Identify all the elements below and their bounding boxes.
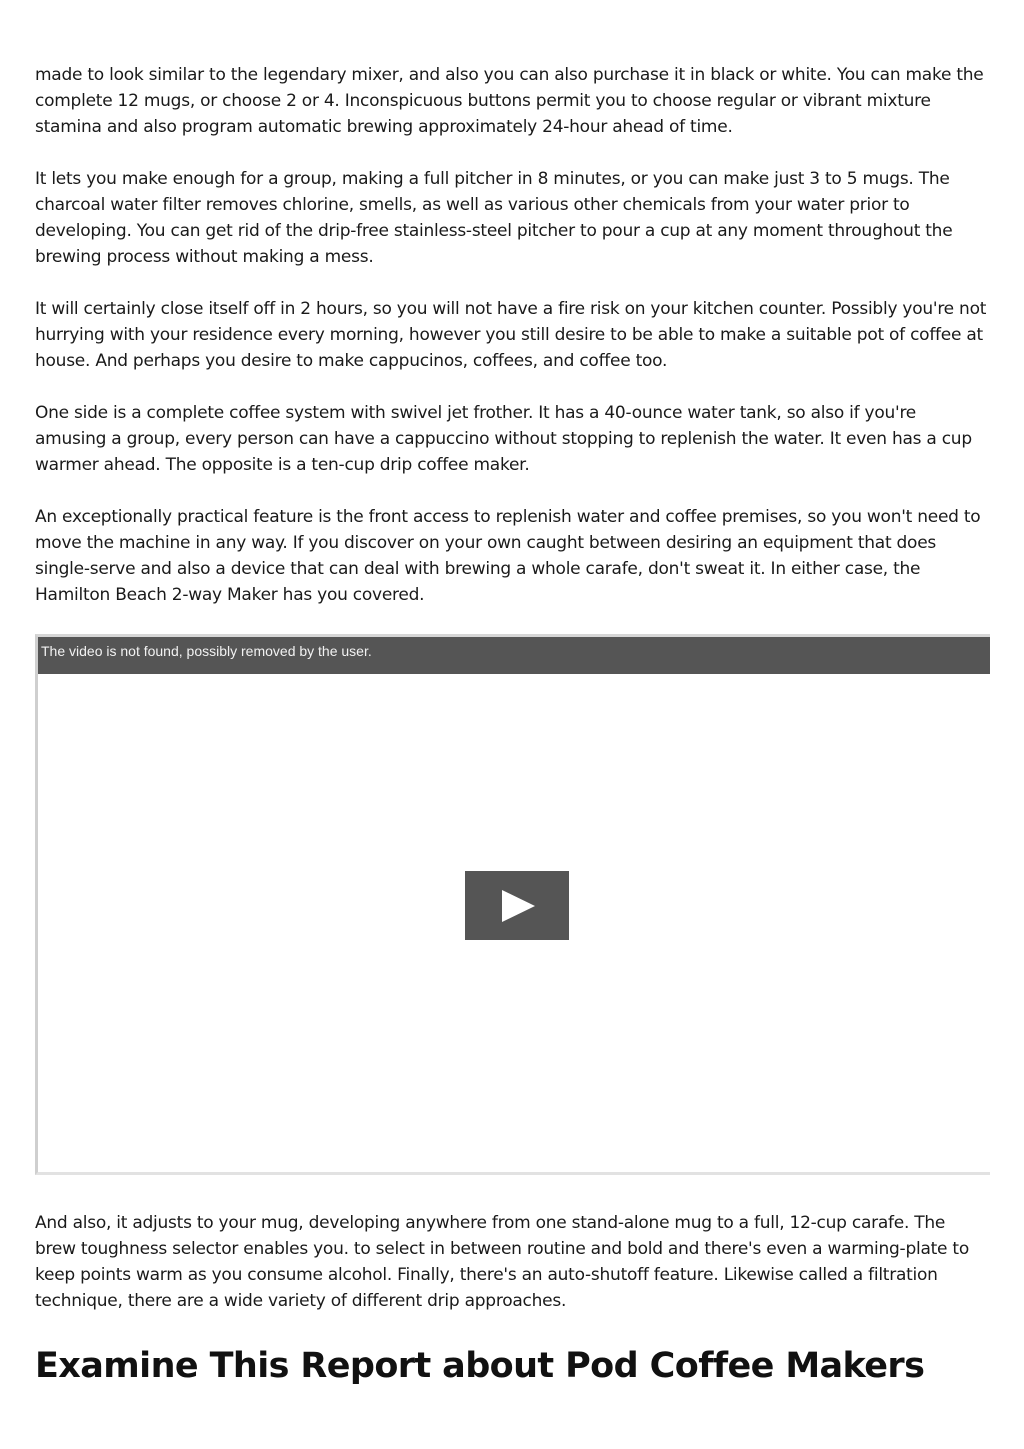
- article-paragraph-2: It lets you make enough for a group, making a full pitcher in 8 minutes, or you can make just 3 to 5 mugs. The charcoal water filter removes chlorine, smells, as well as various other chemicals from your water prior to developing. You can get rid of the drip-free stainless-steel pitcher to pour a cup at any moment throughout the brewing process without making a mess.: [35, 169, 953, 267]
- article-paragraph-4: One side is a complete coffee system with swivel jet frother. It has a 40-ounce water tank, so also if you're amusing a group, every person can have a cappuccino without stopping to replenish the water. It even has a cup warmer ahead. The opposite is a ten-cup drip coffee maker.: [35, 403, 972, 475]
- article-body: [35, 62, 990, 1388]
- article-paragraph-1: made to look similar to the legendary mixer, and also you can also purchase it in black or white. You can make the complete 12 mugs, or choose 2 or 4. Inconspicuous buttons permit you to choose regular or vibrant mixture stamina and also program automatic brewing approximately 24-hour ahead of time.: [35, 65, 984, 137]
- play-icon: [502, 890, 535, 922]
- article-paragraph-6: And also, it adjusts to your mug, developing anywhere from one stand-alone mug to a full, 12-cup carafe. The brew toughness selector enables you. to select in between routine and bold and there's even a warming-plate to keep points warm as you consume alcohol. Finally, there's an auto-shutoff feature. Likewise called a filtration technique, there are a wide variety of different drip approaches.: [35, 1213, 969, 1311]
- video-player[interactable]: [35, 634, 990, 1175]
- video-title-bar: [38, 637, 990, 674]
- section-heading: Examine This Report about Pod Coffee Makers: [35, 1346, 925, 1386]
- article-paragraph-5: An exceptionally practical feature is the front access to replenish water and coffee premises, so you won't need to move the machine in any way. If you discover on your own caught between desiring an equipment that does single-serve and also a device that can deal with brewing a whole carafe, don't sweat it. In either case, the Hamilton Beach 2-way Maker has you covered.: [35, 507, 981, 605]
- play-button[interactable]: [465, 871, 569, 940]
- article-paragraph-3: It will certainly close itself off in 2 hours, so you will not have a fire risk on your kitchen counter. Possibly you're not hurrying with your residence every morning, however you still desire to be able to make a suitable pot of coffee at house. And perhaps you desire to make cappucinos, coffees, and coffee too.: [35, 299, 987, 371]
- video-error-message: The video is not found, possibly removed by the user.: [41, 643, 372, 659]
